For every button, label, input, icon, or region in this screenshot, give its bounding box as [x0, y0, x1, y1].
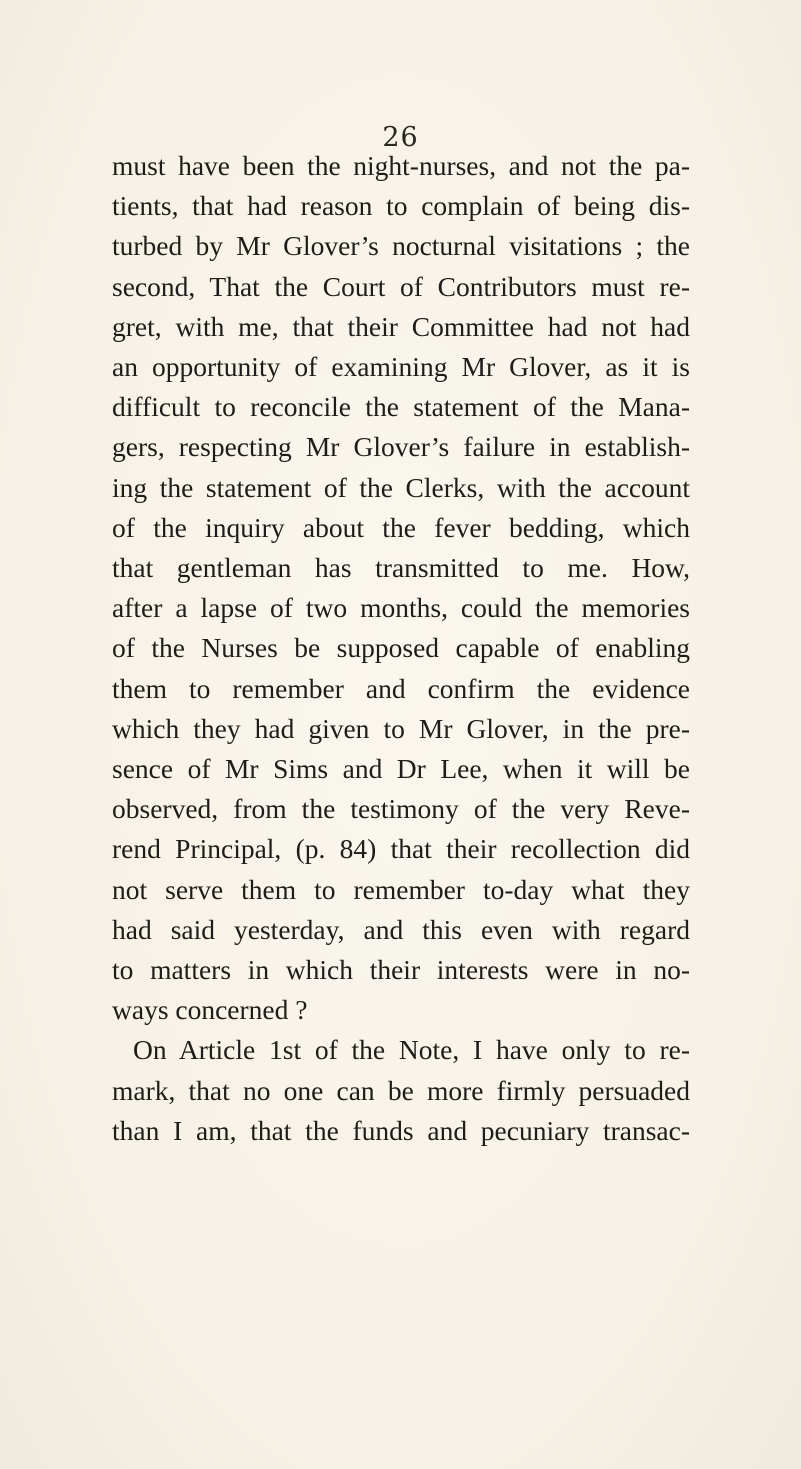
text-line: must have been the night-nurses, and not the pa-: [112, 150, 690, 181]
text-line: sence of Mr Sims and Dr Lee, when it will be: [112, 753, 690, 784]
text-line: rend Principal, (p. 84) that their recollection did: [112, 833, 690, 865]
text-line: mark, that no one can be more firmly persuaded: [112, 1074, 690, 1106]
page-number: 26: [382, 122, 419, 153]
text-line: gers, respecting Mr Glover’s failure in establish-: [112, 431, 690, 463]
text-line: them to remember and confirm the evidence: [112, 672, 690, 704]
text-line: gret, with me, that their Committee had not had: [112, 310, 690, 342]
text-line: On Article 1st of the Note, I have only to re-: [133, 1034, 690, 1066]
text-line: ing the statement of the Clerks, with the account: [112, 471, 690, 503]
text-line: had said yesterday, and this even with regard: [112, 913, 690, 945]
text-line: to matters in which their interests were in no-: [112, 954, 690, 985]
text-line: that gentleman has transmitted to me. How,: [112, 552, 690, 583]
text-line: tients, that had reason to complain of being dis-: [112, 190, 690, 222]
text-line: second, That the Court of Contributors must re-: [112, 270, 690, 302]
text-line: of the inquiry about the fever bedding, which: [112, 511, 690, 543]
text-line: observed, from the testimony of the very Reve-: [112, 793, 690, 825]
text-line: after a lapse of two months, could the memories: [112, 592, 690, 624]
text-line: an opportunity of examining Mr Glover, as it is: [112, 351, 690, 382]
text-line: difficult to reconcile the statement of the Mana-: [112, 391, 690, 423]
text-line: than I am, that the funds and pecuniary transac-: [112, 1114, 690, 1146]
text-line: not serve them to remember to-day what they: [112, 873, 690, 905]
text-line: turbed by Mr Glover’s nocturnal visitations ; the: [112, 230, 690, 262]
text-line: of the Nurses be supposed capable of enabling: [112, 632, 690, 664]
text-line: ways concerned ?: [112, 994, 308, 1026]
text-line: which they had given to Mr Glover, in the pre-: [112, 712, 690, 744]
